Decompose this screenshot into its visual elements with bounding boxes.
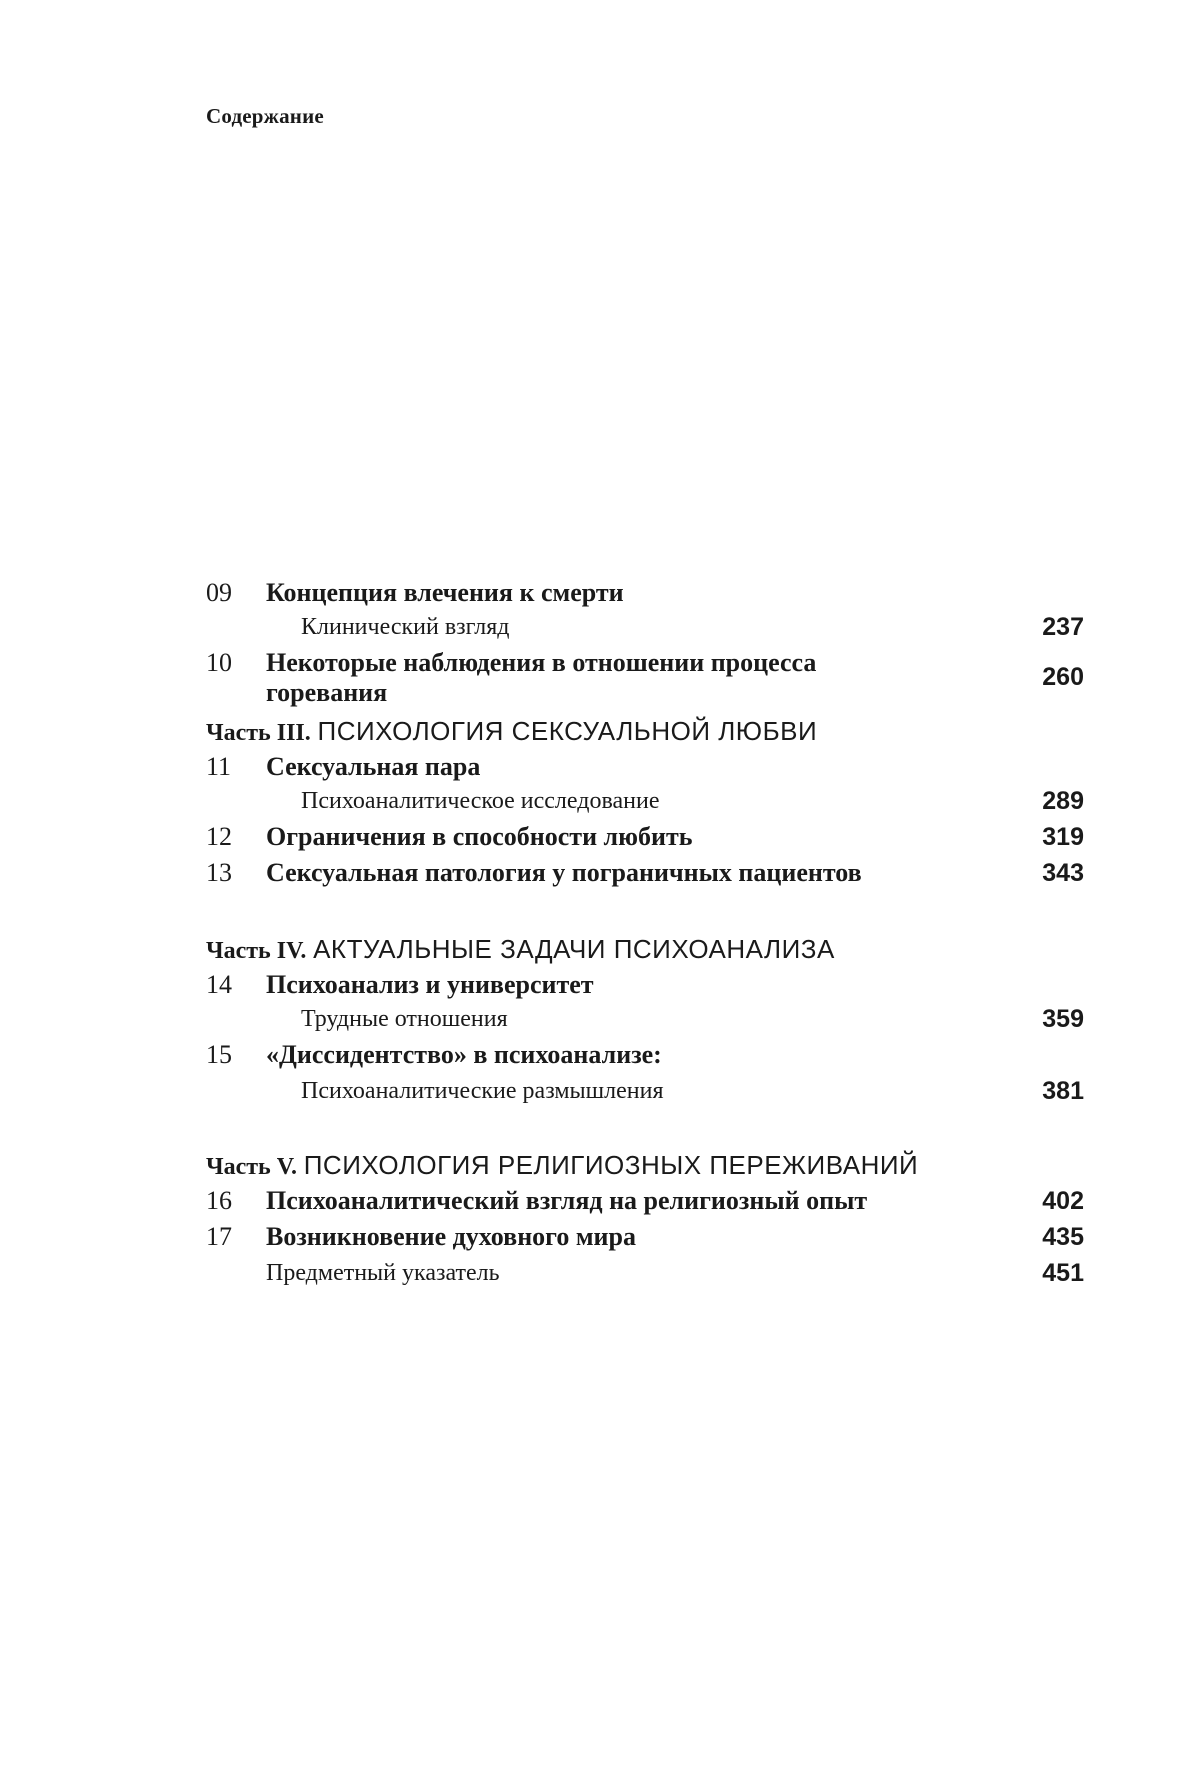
page-number: 359 <box>1042 1005 1084 1033</box>
chapter-title: Концепция влечения к смерти <box>266 578 624 607</box>
page-number: 260 <box>1042 663 1084 691</box>
chapter-subtitle: Психоаналитическое исследование <box>301 788 660 814</box>
part-label: Часть IV. <box>206 938 307 964</box>
chapter-title-line2: горевания <box>266 678 388 707</box>
chapter-title: Возникновение духовного мира <box>266 1222 636 1251</box>
chapter-number: 14 <box>206 970 232 999</box>
chapter-subtitle: Клинический взгляд <box>301 614 510 640</box>
part-label: Часть V. <box>206 1154 297 1180</box>
part-title: АКТУАЛЬНЫЕ ЗАДАЧИ ПСИХОАНАЛИЗА <box>313 934 835 964</box>
chapter-title-line1: Некоторые наблюдения в отношении процесса <box>266 648 817 677</box>
chapter-title: Сексуальная пара <box>266 752 481 781</box>
part-title: ПСИХОЛОГИЯ СЕКСУАЛЬНОЙ ЛЮБВИ <box>317 716 818 746</box>
chapter-title: Психоанализ и университет <box>266 970 594 999</box>
chapter-number: 15 <box>206 1040 232 1069</box>
chapter-number: 09 <box>206 578 232 607</box>
chapter-number: 10 <box>206 648 232 677</box>
page-number: 435 <box>1042 1223 1084 1251</box>
part-title: ПСИХОЛОГИЯ РЕЛИГИОЗНЫХ ПЕРЕЖИВАНИЙ <box>303 1150 919 1180</box>
page-number: 289 <box>1042 787 1084 815</box>
page-number: 402 <box>1042 1187 1084 1215</box>
chapter-title: Психоаналитический взгляд на религиозный опыт <box>266 1186 868 1215</box>
chapter-number: 11 <box>206 752 232 781</box>
page-number: 237 <box>1042 613 1084 641</box>
chapter-number: 13 <box>206 858 232 887</box>
page-number: 381 <box>1042 1077 1084 1105</box>
page-number: 451 <box>1042 1259 1084 1287</box>
chapter-number: 16 <box>206 1186 232 1215</box>
part-label: Часть III. <box>206 720 311 746</box>
page-number: 319 <box>1042 823 1084 851</box>
chapter-title: «Диссидентство» в психоанализе: <box>266 1040 662 1069</box>
chapter-subtitle: Трудные отношения <box>301 1006 508 1032</box>
running-head: Содержание <box>206 104 324 128</box>
chapter-title: Сексуальная патология у пограничных пациентов <box>266 858 862 887</box>
index-title: Предметный указатель <box>266 1260 500 1286</box>
chapter-number: 17 <box>206 1222 232 1251</box>
chapter-title: Ограничения в способности любить <box>266 822 693 851</box>
chapter-number: 12 <box>206 822 232 851</box>
chapter-subtitle: Психоаналитические размышления <box>301 1078 664 1104</box>
page-number: 343 <box>1042 859 1084 887</box>
